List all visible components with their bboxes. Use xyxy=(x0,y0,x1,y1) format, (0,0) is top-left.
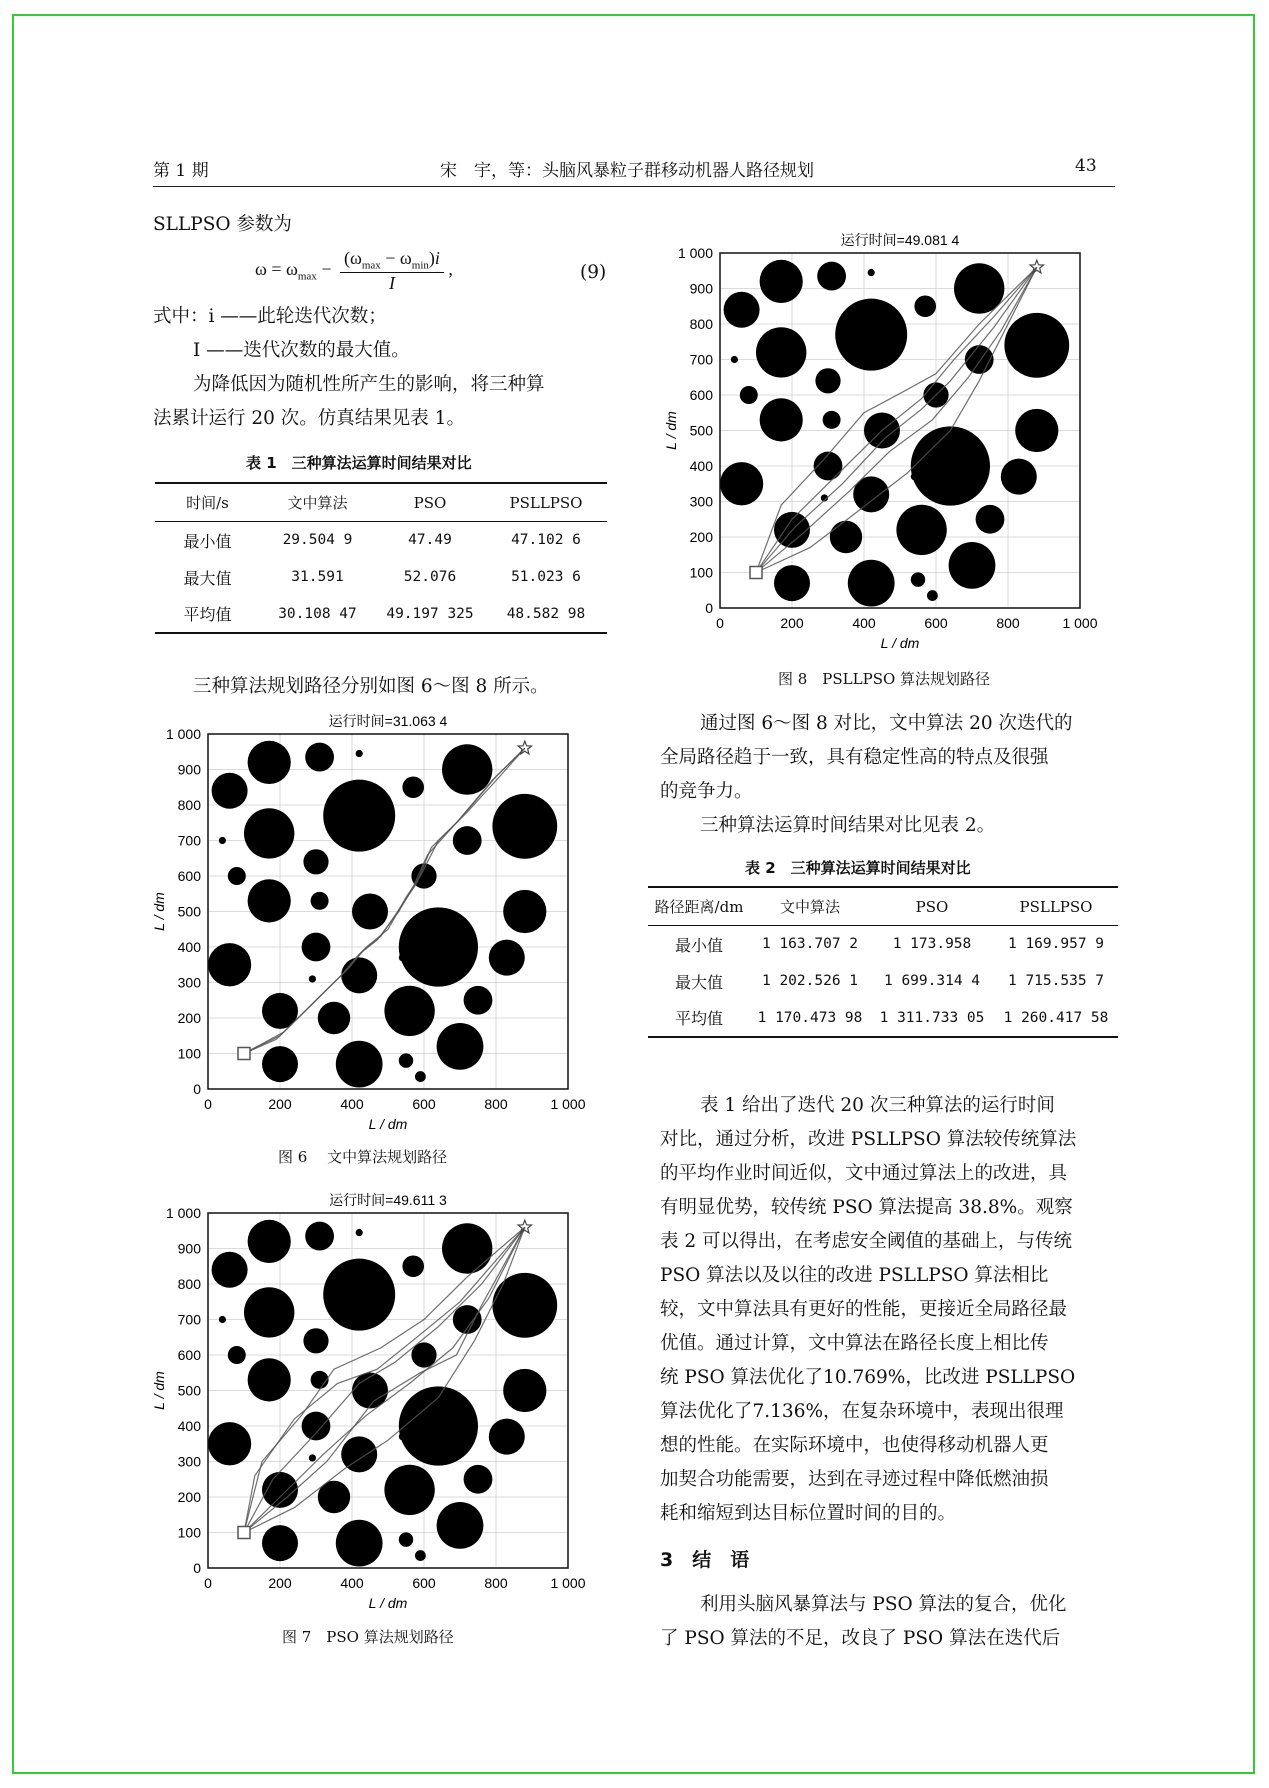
obstacle-circle xyxy=(823,411,841,429)
obstacle-circle xyxy=(356,1229,363,1236)
obstacle-circle xyxy=(309,1454,316,1461)
y-tick-label: 300 xyxy=(689,493,713,510)
obstacle-circle xyxy=(399,1532,413,1546)
table-1-header-row xyxy=(155,483,607,522)
obstacle-circle xyxy=(311,892,329,910)
y-tick-label: 600 xyxy=(689,387,713,403)
y-tick-label: 600 xyxy=(177,1347,201,1363)
table-cell: 1 715.535 7 xyxy=(1007,973,1105,989)
x-tick-label: 200 xyxy=(780,615,804,631)
y-tick-label: 200 xyxy=(177,1489,201,1505)
obstacle-circle xyxy=(228,867,246,885)
table-cell: 1 260.417 58 xyxy=(994,1000,1118,1037)
obstacle-circle xyxy=(318,1002,350,1034)
obstacle-circle xyxy=(1015,409,1058,452)
obstacle-circle xyxy=(1004,313,1069,378)
obstacle-circle xyxy=(399,954,406,961)
x-tick-label: 600 xyxy=(412,1575,436,1591)
table-1 xyxy=(155,482,607,634)
obstacle-circle xyxy=(248,879,291,922)
y-tick-label: 700 xyxy=(689,351,713,368)
obstacle-circle xyxy=(219,1316,226,1323)
obstacle-circle xyxy=(399,1433,406,1440)
obstacle-circle xyxy=(356,750,363,757)
table-1-header: PSLLPSO xyxy=(485,483,607,522)
obstacle-circle xyxy=(830,521,862,553)
obstacle-circle xyxy=(914,295,936,317)
table-row xyxy=(648,926,1118,963)
table-2-header: 路径距离/dm xyxy=(648,887,750,926)
x-tick-label: 400 xyxy=(340,1575,364,1591)
obstacle-circle xyxy=(323,1259,395,1331)
obstacle-circle xyxy=(503,890,546,933)
table-cell: 1 163.707 2 xyxy=(761,936,859,953)
paragraph-4-line: 耗和缩短到达目标位置时间的目的。 xyxy=(660,1503,957,1524)
obstacle-circle xyxy=(309,975,316,982)
header-rule xyxy=(153,186,1115,187)
paragraph-4-line: 统 PSO 算法优化了10.769%，比改进 PSLLPSO xyxy=(660,1367,1076,1388)
table-row xyxy=(155,559,607,596)
paragraph-2-line-3: 的竞争力。 xyxy=(660,781,753,802)
obstacle-circle xyxy=(503,1369,546,1412)
obstacle-circle xyxy=(896,505,946,555)
obstacle-circle xyxy=(336,1520,383,1567)
y-tick-label: 400 xyxy=(177,1418,201,1434)
y-axis-label: L / dm xyxy=(663,411,679,450)
journal-issue: 第 1 期 xyxy=(153,161,209,181)
obstacle-circle xyxy=(1001,459,1037,495)
table-1-header: PSO xyxy=(375,483,485,522)
paragraph-4-line: 算法优化了7.136%，在复杂环境中，表现出很理 xyxy=(660,1401,1064,1422)
obstacle-circle xyxy=(835,299,907,371)
obstacle-circle xyxy=(437,1502,484,1549)
start-marker xyxy=(238,1527,250,1539)
paragraph-4-line: 加契合功能需要，达到在寻迹过程中降低燃油损 xyxy=(660,1469,1049,1490)
paragraph-5-line-1: 利用头脑风暴算法与 PSO 算法的复合，优化 xyxy=(700,1594,1067,1615)
y-tick-label: 1 000 xyxy=(165,1205,201,1221)
obstacle-circle xyxy=(399,1053,413,1067)
page-number: 43 xyxy=(1075,156,1097,176)
x-tick-label: 0 xyxy=(204,1096,212,1112)
paragraph-5-line-2: 了 PSO 算法的不足，改良了 PSO 算法在迭代后 xyxy=(660,1628,1061,1649)
obstacle-circle xyxy=(248,741,291,784)
paragraph-2-line-1: 通过图 6～图 8 对比，文中算法 20 次迭代的 xyxy=(700,713,1073,734)
obstacle-circle xyxy=(949,542,996,589)
figure-6-chart xyxy=(150,708,600,1138)
obstacle-circle xyxy=(305,1222,334,1251)
obstacle-circle xyxy=(352,894,388,930)
chart-title: 运行时间=49.081 4 xyxy=(840,232,960,248)
obstacle-circle xyxy=(305,743,334,772)
x-tick-label: 0 xyxy=(716,615,724,631)
x-axis-label: L / dm xyxy=(368,1595,408,1611)
obstacle-circle xyxy=(774,565,810,601)
paragraph-4-line: 对比，通过分析，改进 PSLLPSO 算法较传统算法 xyxy=(660,1129,1077,1150)
paragraph-1-line-1: 为降低因为随机性所产生的影响，将三种算 xyxy=(193,374,545,395)
obstacle-circle xyxy=(927,590,938,601)
table-cell: 最大值 xyxy=(674,972,723,992)
obstacle-circle xyxy=(817,262,846,291)
obstacle-circle xyxy=(453,1305,482,1334)
table-cell: 48.582 98 xyxy=(485,596,607,633)
paragraph-4-line: PSO 算法以及以往的改进 PSLLPSO 算法相比 xyxy=(660,1265,1049,1286)
obstacle-circle xyxy=(489,1419,525,1455)
chart-title: 运行时间=49.611 3 xyxy=(329,1192,447,1208)
x-tick-label: 1 000 xyxy=(1062,615,1098,631)
obstacle-circle xyxy=(303,849,328,874)
obstacle-circle xyxy=(976,505,1005,534)
where-i: 式中：i ——此轮迭代次数； xyxy=(153,306,387,327)
obstacle-circle xyxy=(262,1525,298,1561)
table-2 xyxy=(648,886,1118,1038)
obstacle-circle xyxy=(248,1358,291,1401)
obstacle-circle xyxy=(208,943,251,986)
paragraph-4-line: 表 2 可以得出，在考虑安全阈值的基础上，与传统 xyxy=(660,1231,1073,1252)
obstacle-circle xyxy=(437,1023,484,1070)
obstacle-circle xyxy=(399,907,478,986)
table-1-header: 时间/s xyxy=(155,483,260,522)
obstacle-circle xyxy=(219,837,226,844)
obstacle-circle xyxy=(384,986,434,1036)
y-tick-label: 600 xyxy=(177,868,201,884)
obstacle-circle xyxy=(262,1046,298,1082)
obstacle-circle xyxy=(724,292,760,328)
y-tick-label: 200 xyxy=(689,529,713,545)
obstacle-circle xyxy=(228,1346,246,1364)
param-intro: SLLPSO 参数为 xyxy=(153,214,292,235)
y-tick-label: 900 xyxy=(177,1240,201,1257)
y-axis-label: L / dm xyxy=(151,892,167,931)
table-2-header: PSO xyxy=(870,887,994,926)
section-3-heading: 3 结 语 xyxy=(660,1549,750,1571)
table-2-header: PSLLPSO xyxy=(994,887,1118,926)
obstacle-circle xyxy=(464,986,493,1015)
obstacle-circle xyxy=(911,426,990,505)
paragraph-4-line: 有明显优势，较传统 PSO 算法提高 38.8%。观察 xyxy=(660,1197,1073,1218)
paragraph-3: 三种算法运算时间结果对比见表 2。 xyxy=(700,815,996,836)
y-tick-label: 800 xyxy=(689,316,713,332)
figure-6-caption: 图 6 文中算法规划路径 xyxy=(278,1148,448,1166)
table-row xyxy=(648,963,1118,1000)
table-1-header: 文中算法 xyxy=(260,483,375,522)
y-tick-label: 0 xyxy=(193,1081,201,1097)
obstacle-circle xyxy=(911,572,925,586)
obstacle-circle xyxy=(341,957,377,993)
table-row xyxy=(155,522,607,559)
paragraph-4-line: 较，文中算法具有更好的性能，更接近全局路径最 xyxy=(660,1299,1068,1320)
table-row xyxy=(648,1000,1118,1037)
y-tick-label: 400 xyxy=(689,458,713,474)
x-tick-label: 200 xyxy=(268,1096,292,1112)
figure-8-chart xyxy=(662,227,1112,657)
y-tick-label: 900 xyxy=(177,761,201,778)
y-tick-label: 100 xyxy=(689,564,713,581)
table-row xyxy=(155,596,607,633)
obstacle-circle xyxy=(212,1252,248,1288)
obstacle-circle xyxy=(720,462,763,505)
obstacle-circle xyxy=(402,776,424,798)
x-tick-label: 1 000 xyxy=(550,1575,586,1591)
obstacle-circle xyxy=(415,1550,426,1561)
chart-title: 运行时间=31.063 4 xyxy=(328,713,448,729)
table-cell: 51.023 6 xyxy=(511,569,581,585)
table-1-caption: 表 1 三种算法运算时间结果对比 xyxy=(246,454,472,472)
table-cell: 1 169.957 9 xyxy=(1007,936,1105,953)
y-tick-label: 300 xyxy=(177,1453,201,1470)
paragraph-4-line: 表 1 给出了迭代 20 次三种算法的运行时间 xyxy=(700,1095,1055,1116)
y-tick-label: 700 xyxy=(177,832,201,849)
obstacle-circle xyxy=(248,1220,291,1263)
x-tick-label: 0 xyxy=(204,1575,212,1591)
y-tick-label: 800 xyxy=(177,1276,201,1292)
x-axis-label: L / dm xyxy=(368,1116,408,1132)
obstacle-circle xyxy=(442,744,492,794)
x-tick-label: 600 xyxy=(412,1096,436,1112)
obstacle-circle xyxy=(731,356,738,363)
table-cell: 49.197 325 xyxy=(375,596,485,633)
table-cell: 平均值 xyxy=(155,596,260,633)
obstacle-circle xyxy=(815,368,840,393)
x-tick-label: 600 xyxy=(924,615,948,631)
paragraph-1-line-2: 法累计运行 20 次。仿真结果见表 1。 xyxy=(153,408,465,429)
table-2-header: 文中算法 xyxy=(750,887,870,926)
table-cell: 1 699.314 4 xyxy=(883,973,981,989)
start-marker xyxy=(750,567,762,579)
obstacle-circle xyxy=(244,808,294,858)
obstacle-circle xyxy=(760,260,803,303)
obstacle-circle xyxy=(464,1465,493,1494)
start-marker xyxy=(238,1048,250,1060)
obstacle-circle xyxy=(244,1287,294,1337)
table-cell: 30.108 47 xyxy=(260,596,375,633)
obstacle-circle xyxy=(212,773,248,809)
figures-intro: 三种算法规划路径分别如图 6～图 8 所示。 xyxy=(193,676,549,697)
y-tick-label: 900 xyxy=(689,280,713,297)
y-tick-label: 0 xyxy=(193,1560,201,1576)
obstacle-circle xyxy=(868,269,875,276)
obstacle-circle xyxy=(453,826,482,855)
table-cell: 52.076 xyxy=(403,569,457,585)
table-cell: 1 170.473 98 xyxy=(750,1000,870,1037)
y-tick-label: 500 xyxy=(177,1382,201,1399)
obstacle-circle xyxy=(848,560,895,607)
obstacle-circle xyxy=(492,794,557,859)
obstacle-circle xyxy=(384,1465,434,1515)
x-tick-label: 800 xyxy=(484,1096,508,1112)
y-tick-label: 700 xyxy=(177,1311,201,1328)
table-cell: 1 173.958 xyxy=(892,936,972,953)
paragraph-2-line-2: 全局路径趋于一致，具有稳定性高的特点及很强 xyxy=(660,747,1049,768)
obstacle-circle xyxy=(415,1071,426,1082)
figure-8-caption: 图 8 PSLLPSO 算法规划路径 xyxy=(778,670,991,688)
y-tick-label: 100 xyxy=(177,1524,201,1541)
y-tick-label: 1 000 xyxy=(677,245,713,261)
x-tick-label: 400 xyxy=(340,1096,364,1112)
y-tick-label: 800 xyxy=(177,797,201,813)
table-cell: 47.49 xyxy=(408,532,452,549)
x-tick-label: 800 xyxy=(484,1575,508,1591)
table-cell: 47.102 6 xyxy=(511,532,581,549)
obstacle-circle xyxy=(402,1255,424,1277)
obstacle-circle xyxy=(302,1412,331,1441)
table-cell: 1 202.526 1 xyxy=(761,973,859,989)
obstacle-circle xyxy=(740,386,758,404)
equation-9: $\omega = \omega_{max}$ − $(\omega_{max} - \omega_{min})i$ I , xyxy=(255,248,453,293)
obstacle-circle xyxy=(965,345,994,374)
x-tick-label: 800 xyxy=(996,615,1020,631)
obstacle-circle xyxy=(303,1328,328,1353)
table-cell: 1 311.733 05 xyxy=(870,1000,994,1037)
table-cell: 31.591 xyxy=(291,569,344,585)
obstacle-circle xyxy=(911,473,918,480)
y-tick-label: 400 xyxy=(177,939,201,955)
y-tick-label: 1 000 xyxy=(165,726,201,742)
obstacle-circle xyxy=(489,940,525,976)
obstacle-circle xyxy=(336,1041,383,1088)
x-axis-label: L / dm xyxy=(880,635,920,651)
x-tick-label: 400 xyxy=(852,615,876,631)
table-cell: 最大值 xyxy=(183,568,232,588)
x-tick-label: 1 000 xyxy=(550,1096,586,1112)
x-tick-label: 200 xyxy=(268,1575,292,1591)
y-tick-label: 500 xyxy=(177,903,201,920)
table-cell: 29.504 9 xyxy=(282,532,353,549)
y-tick-label: 200 xyxy=(177,1010,201,1026)
y-tick-label: 0 xyxy=(705,600,713,616)
table-2-header-row xyxy=(648,887,1118,926)
y-tick-label: 500 xyxy=(689,422,713,439)
table-2-caption: 表 2 三种算法运算时间结果对比 xyxy=(745,859,971,877)
table-cell: 最小值 xyxy=(674,935,723,955)
y-tick-label: 300 xyxy=(177,974,201,991)
obstacle-circle xyxy=(756,327,806,377)
table-cell: 平均值 xyxy=(648,1000,750,1037)
paragraph-4-line: 的平均作业时间近似，文中通过算法上的改进，具 xyxy=(660,1163,1068,1184)
y-axis-label: L / dm xyxy=(151,1371,167,1410)
obstacle-circle xyxy=(492,1273,557,1338)
paragraph-4-line: 优值。通过计算，文中算法在路径长度上相比传 xyxy=(660,1333,1049,1354)
obstacle-circle xyxy=(302,933,331,962)
where-I: I ——迭代次数的最大值。 xyxy=(193,340,410,361)
obstacle-circle xyxy=(323,780,395,852)
obstacle-circle xyxy=(442,1223,492,1273)
paragraph-4-line: 想的性能。在实际环境中，也使得移动机器人更 xyxy=(660,1435,1049,1456)
running-title: 宋 宇，等：头脑风暴粒子群移动机器人路径规划 xyxy=(440,161,814,181)
y-tick-label: 100 xyxy=(177,1045,201,1062)
equation-number: (9) xyxy=(580,262,607,283)
figure-7-chart xyxy=(150,1187,600,1617)
table-cell: 最小值 xyxy=(183,531,232,551)
obstacle-circle xyxy=(208,1422,251,1465)
figure-7-caption: 图 7 PSO 算法规划路径 xyxy=(282,1628,454,1646)
obstacle-circle xyxy=(760,398,803,441)
